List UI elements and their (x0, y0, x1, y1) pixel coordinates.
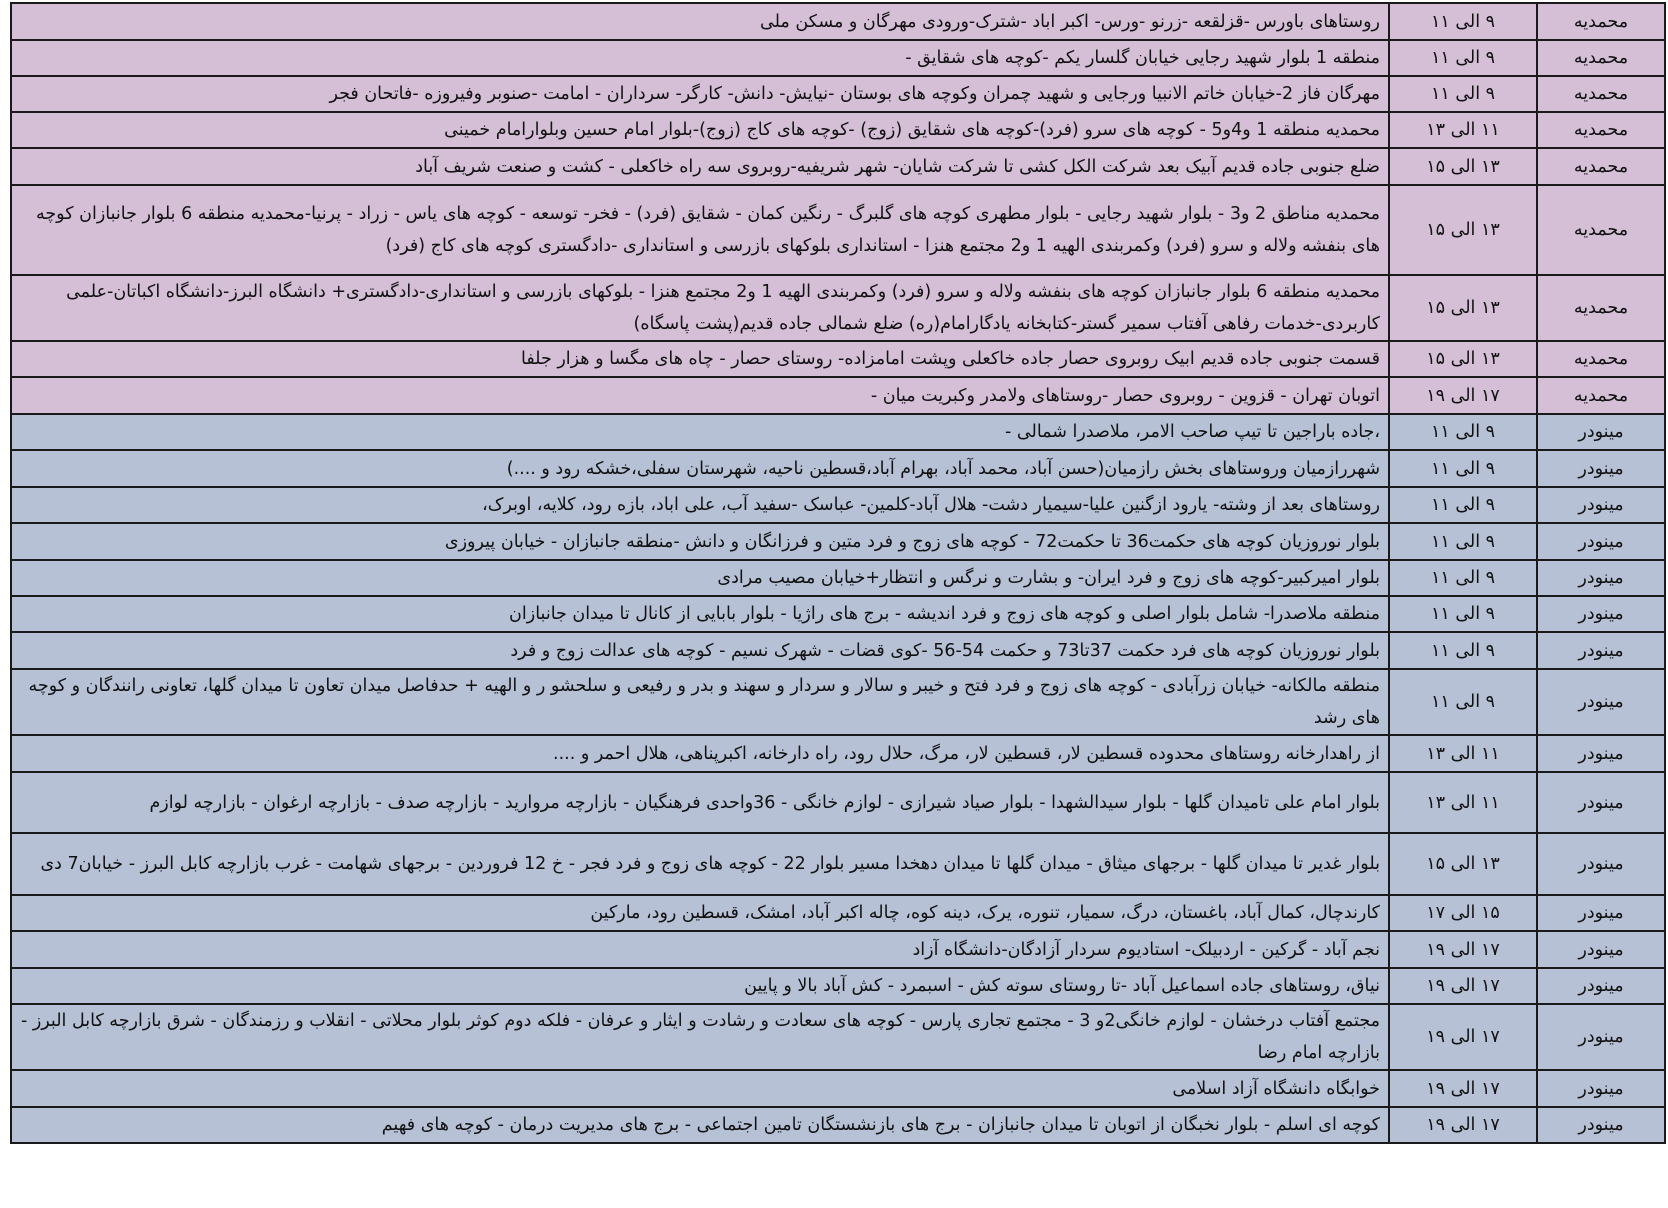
region-cell: مینودر (1537, 968, 1665, 1004)
areas-cell: اتوبان تهران - قزوین - روبروی حصار -روستاهای ولامدر وکبریت میان - (11, 377, 1389, 414)
time-cell: ۱۳ الی ۱۵ (1389, 275, 1537, 341)
time-cell: ۹ الی ۱۱ (1389, 76, 1537, 112)
region-cell: محمدیه (1537, 148, 1665, 185)
areas-cell: شهررازمیان وروستاهای بخش رازمیان(حسن آباد، محمد آباد، بهرام آباد،قسطین ناحیه، شهرستان سفلی،خشکه رود و ....) (11, 450, 1389, 487)
time-cell: ۱۷ الی ۱۹ (1389, 377, 1537, 414)
region-cell: محمدیه (1537, 112, 1665, 148)
time-cell: ۹ الی ۱۱ (1389, 669, 1537, 735)
areas-cell: بلوار امیرکبیر-کوچه های زوج و فرد ایران- و بشارت و نرگس و انتظار+خیابان مصیب مرادی (11, 560, 1389, 596)
table-row (11, 895, 1665, 931)
time-cell: ۱۱ الی ۱۳ (1389, 772, 1537, 833)
outage-schedule-table (10, 2, 1666, 1144)
time-cell: ۹ الی ۱۱ (1389, 414, 1537, 450)
region-cell: محمدیه (1537, 341, 1665, 377)
table-row (11, 560, 1665, 596)
table-row (11, 3, 1665, 40)
time-cell: ۹ الی ۱۱ (1389, 3, 1537, 40)
region-cell: مینودر (1537, 596, 1665, 632)
table-row (11, 931, 1665, 968)
table-row (11, 1070, 1665, 1107)
region-cell: مینودر (1537, 1004, 1665, 1070)
time-cell: ۱۱ الی ۱۳ (1389, 112, 1537, 148)
areas-cell: منطقه ملاصدرا- شامل بلوار اصلی و کوچه های زوج و فرد اندیشه - برج های راژیا - بلوار بابایی از کانال تا میدان جانبازان (11, 596, 1389, 632)
table-row (11, 632, 1665, 669)
table-row (11, 968, 1665, 1004)
time-cell: ۱۳ الی ۱۵ (1389, 341, 1537, 377)
table-row (11, 833, 1665, 895)
region-cell: مینودر (1537, 772, 1665, 833)
time-cell: ۱۳ الی ۱۵ (1389, 833, 1537, 895)
time-cell: ۱۷ الی ۱۹ (1389, 968, 1537, 1004)
region-cell: مینودر (1537, 523, 1665, 560)
areas-cell: بلوار امام علی تامیدان گلها - بلوار سیدالشهدا - بلوار صیاد شیرازی - لوازم خانگی - 36واحدی فرهنگیان - بازارچه مروارید - بازارچه صدف - بازارچه ارغوان - بازارچه لوازم (11, 772, 1389, 833)
time-cell: ۱۷ الی ۱۹ (1389, 1004, 1537, 1070)
table-row (11, 596, 1665, 632)
time-cell: ۹ الی ۱۱ (1389, 632, 1537, 669)
areas-cell: از راهدارخانه روستاهای محدوده قسطین لار، قسطین لار، مرگ، حلال رود، راه دارخانه، اکبرپناهی، هلال احمر و .... (11, 735, 1389, 772)
region-cell: مینودر (1537, 669, 1665, 735)
time-cell: ۱۱ الی ۱۳ (1389, 735, 1537, 772)
table-row (11, 735, 1665, 772)
areas-cell: محمدیه منطقه 1 و4و5 - کوچه های سرو (فرد)-کوچه های شقایق (زوج) -کوچه های کاج (زوج)-بلوار امام حسین وبلوارامام خمینی (11, 112, 1389, 148)
table-row (11, 1107, 1665, 1143)
schedule-table-body (11, 3, 1665, 1143)
region-cell: مینودر (1537, 560, 1665, 596)
table-row (11, 450, 1665, 487)
areas-cell: ضلع جنوبی جاده قدیم آبیک بعد شرکت الکل کشی تا شرکت شایان- شهر شریفیه-روبروی سه راه خاکعلی - کشت و صنعت شریف آباد (11, 148, 1389, 185)
region-cell: مینودر (1537, 931, 1665, 968)
table-row (11, 414, 1665, 450)
table-row (11, 1004, 1665, 1070)
areas-cell: محمدیه مناطق 2 و3 - بلوار شهید رجایی - بلوار مطهری کوچه های گلبرگ - رنگین کمان - شقایق (فرد) - فخر- توسعه - کوچه های یاس - زراد - پرنیا-محمدیه منطقه 6 بلوار جانبازان کوچه های بنفشه ولاله و سرو (فرد) وکمربندی الهیه 1 و2 مجتمع هنزا - استانداری بلوکهای بازرسی و استانداری -دادگستری کوچه های کاج (فرد) (11, 185, 1389, 275)
areas-cell: نیاق، روستاهای جاده اسماعیل آباد -تا روستای سوته کش - اسبمرد - کش آباد بالا و پایین (11, 968, 1389, 1004)
table-row (11, 185, 1665, 275)
time-cell: ۹ الی ۱۱ (1389, 487, 1537, 523)
table-row (11, 772, 1665, 833)
areas-cell: مهرگان فاز 2-خیابان خاتم الانبیا ورجایی و شهید چمران وکوچه های بوستان -نیایش- دانش- کارگر- سرداران - امامت -صنوبر وفیروزه -فاتحان فجر (11, 76, 1389, 112)
region-cell: محمدیه (1537, 377, 1665, 414)
region-cell: مینودر (1537, 632, 1665, 669)
table-row (11, 487, 1665, 523)
table-row (11, 669, 1665, 735)
time-cell: ۱۷ الی ۱۹ (1389, 1070, 1537, 1107)
areas-cell: مجتمع آفتاب درخشان - لوازم خانگی2و 3 - مجتمع تجاری پارس - کوچه های سعادت و رشادت و ایثار و عرفان - فلکه دوم کوثر بلوار محلاتی - انقلاب و رزمندگان - شرق بازارچه کابل البرز - بازارچه امام رضا (11, 1004, 1389, 1070)
areas-cell: بلوار نوروزیان کوچه های حکمت36 تا حکمت72 - کوچه های زوج و فرد متین و فرزانگان و دانش -منطقه جانبازان - خیابان پیروزی (11, 523, 1389, 560)
region-cell: محمدیه (1537, 76, 1665, 112)
time-cell: ۱۳ الی ۱۵ (1389, 148, 1537, 185)
table-row (11, 76, 1665, 112)
time-cell: ۱۷ الی ۱۹ (1389, 931, 1537, 968)
table-row (11, 341, 1665, 377)
areas-cell: روستاهای بعد از وشته- یارود ازگنین علیا-سیمیار دشت- هلال آباد-کلمین- عباسک -سفید آب، علی اباد، بازه رود، کلایه، اوبرک، (11, 487, 1389, 523)
areas-cell: کارندچال، کمال آباد، باغستان، درگ، سمیار، تنوره، یرک، دینه کوه، چاله اکبر آباد، امشک، قسطین رود، مارکین (11, 895, 1389, 931)
time-cell: ۱۵ الی ۱۷ (1389, 895, 1537, 931)
region-cell: مینودر (1537, 735, 1665, 772)
table-row (11, 112, 1665, 148)
areas-cell: منطقه 1 بلوار شهید رجایی خیابان گلسار یکم -کوچه های شقایق - (11, 40, 1389, 76)
table-row (11, 275, 1665, 341)
areas-cell: بلوار نوروزیان کوچه های فرد حکمت 37تا73 و حکمت 54-56 -کوی قضات - شهرک نسیم - کوچه های عدالت زوج و فرد (11, 632, 1389, 669)
time-cell: ۹ الی ۱۱ (1389, 523, 1537, 560)
time-cell: ۹ الی ۱۱ (1389, 450, 1537, 487)
areas-cell: ،جاده باراجین تا تیپ صاحب الامر، ملاصدرا شمالی - (11, 414, 1389, 450)
time-cell: ۹ الی ۱۱ (1389, 596, 1537, 632)
table-row (11, 523, 1665, 560)
time-cell: ۱۳ الی ۱۵ (1389, 185, 1537, 275)
areas-cell: بلوار غدیر تا میدان گلها - برجهای میثاق - میدان گلها تا میدان دهخدا مسیر بلوار 22 - کوچه های زوج و فرد فجر - خ 12 فروردین - برجهای شهامت - غرب بازارچه کابل البرز - خیابان7 دی (11, 833, 1389, 895)
region-cell: مینودر (1537, 1107, 1665, 1143)
region-cell: مینودر (1537, 450, 1665, 487)
areas-cell: نجم آباد - گرکین - اردبیلک- استادیوم سردار آزادگان-دانشگاه آزاد (11, 931, 1389, 968)
areas-cell: محمدیه منطقه 6 بلوار جانبازان کوچه های بنفشه ولاله و سرو (فرد) وکمربندی الهیه 1 و2 مجتمع هنزا - بلوکهای بازرسی و استانداری-دادگستری+ دانشگاه البرز-دانشگاه اکباتان-علمی کاربردی-خدمات رفاهی آفتاب سمیر گستر-کتابخانه یادگارامام(ره) ضلع شمالی جاده قدیم(پشت پاسگاه) (11, 275, 1389, 341)
areas-cell: کوچه ای اسلم - بلوار نخبگان از اتوبان تا میدان جانبازان - برج های بازنشستگان تامین اجتماعی - برج های مدیریت درمان - کوچه های فهیم (11, 1107, 1389, 1143)
time-cell: ۹ الی ۱۱ (1389, 560, 1537, 596)
time-cell: ۱۷ الی ۱۹ (1389, 1107, 1537, 1143)
areas-cell: روستاهای باورس -قزلقعه -زرنو -ورس- اکبر اباد -شترک-ورودی مهرگان و مسکن ملی (11, 3, 1389, 40)
region-cell: مینودر (1537, 414, 1665, 450)
areas-cell: قسمت جنوبی جاده قدیم ابیک روبروی حصار جاده خاکعلی وپشت امامزاده- روستای حصار - چاه های مگسا و هزار جلفا (11, 341, 1389, 377)
region-cell: محمدیه (1537, 3, 1665, 40)
region-cell: مینودر (1537, 833, 1665, 895)
region-cell: مینودر (1537, 1070, 1665, 1107)
table-row (11, 148, 1665, 185)
table-row (11, 377, 1665, 414)
region-cell: محمدیه (1537, 275, 1665, 341)
time-cell: ۹ الی ۱۱ (1389, 40, 1537, 76)
region-cell: محمدیه (1537, 40, 1665, 76)
areas-cell: خوابگاه دانشگاه آزاد اسلامی (11, 1070, 1389, 1107)
areas-cell: منطقه مالکانه- خیابان زرآبادی - کوچه های زوج و فرد فتح و خیبر و سالار و سردار و سهند و بدر و رفیعی و سلحشو ر و الهیه + حدفاصل میدان تعاون تا میدان گلها، تعاونی رانندگان و کوچه های رشد (11, 669, 1389, 735)
region-cell: محمدیه (1537, 185, 1665, 275)
region-cell: مینودر (1537, 895, 1665, 931)
table-row (11, 40, 1665, 76)
region-cell: مینودر (1537, 487, 1665, 523)
